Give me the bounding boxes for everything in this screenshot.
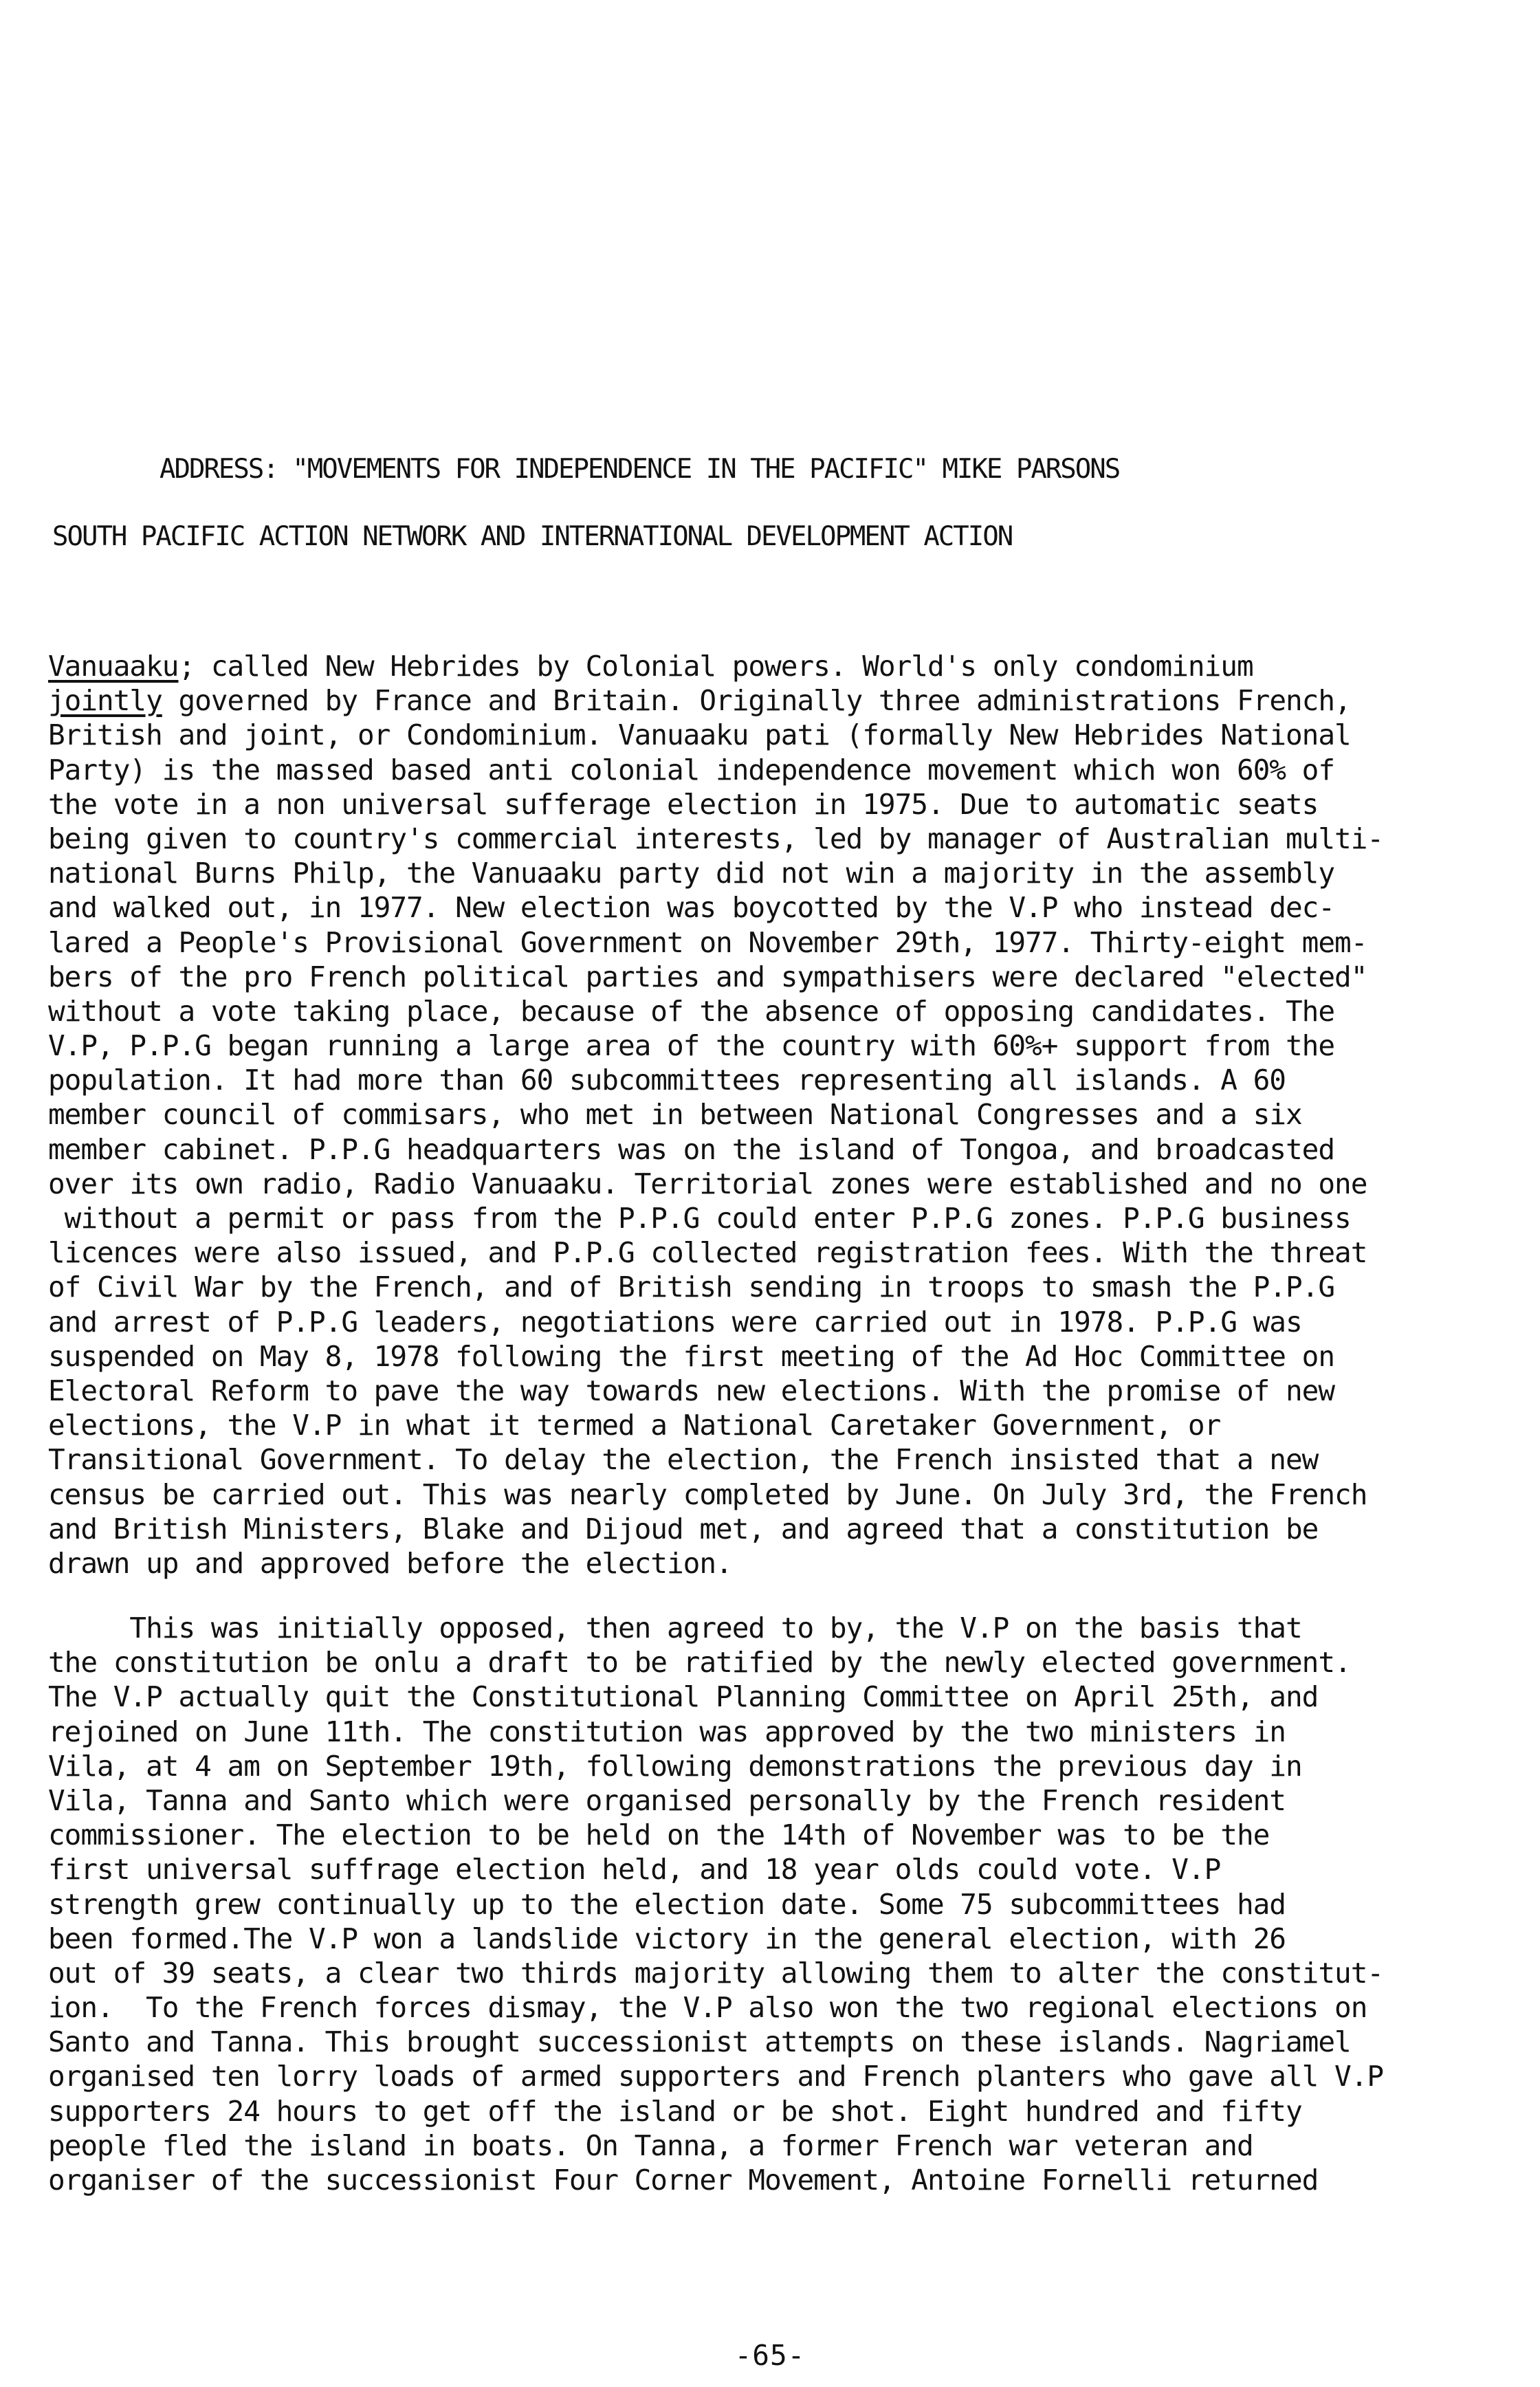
text-line: out of 39 seats, a clear two thirds majority allowing them to alter the constitut-	[48, 1956, 1384, 1990]
text-line: Transitional Government. To delay the election, the French insisted that a new	[48, 1443, 1319, 1477]
text-line: being given to country's commercial interests, led by manager of Australian multi-	[48, 822, 1384, 855]
paragraph-2	[48, 1611, 1485, 2197]
text-span: ; called New Hebrides by Colonial powers. World's only condominium	[178, 650, 1253, 683]
text-line: drawn up and approved before the election.	[48, 1546, 732, 1580]
text-line: census be carried out. This was nearly completed by June. On July 3rd, the French	[48, 1477, 1367, 1511]
text-line: over its own radio, Radio Vanuaaku. Territorial zones were established and no one	[48, 1167, 1367, 1200]
text-line: Santo and Tanna. This brought successionist attempts on these islands. Nagriamel	[48, 2025, 1351, 2059]
text-line: the constitution be onlu a draft to be ratified by the newly elected government.	[48, 1646, 1351, 1680]
text-line: and walked out, in 1977. New election was boycotted by the V.P who instead dec-	[48, 891, 1335, 925]
underlined-word: Vanuaaku	[48, 650, 179, 683]
text-line: member cabinet. P.P.G headquarters was on the island of Tongoa, and broadcasted	[48, 1132, 1335, 1166]
text-line: licences were also issued, and P.P.G collected registration fees. With the threat	[48, 1236, 1367, 1270]
text-line: bers of the pro French political parties and sympathisers were declared "elected"	[48, 960, 1367, 993]
text-line	[48, 649, 1485, 683]
text-line: This was initially opposed, then agreed to by, the V.P on the basis that	[48, 1612, 1302, 1644]
text-line: member council of commisars, who met in between National Congresses and a six	[48, 1098, 1302, 1132]
text-line: The V.P actually quit the Constitutional Planning Committee on April 25th, and	[48, 1680, 1319, 1714]
text-line: organised ten lorry loads of armed supporters and French planters who gave all V.P	[48, 2060, 1384, 2093]
text-line: commissioner. The election to be held on the 14th of November was to be the	[48, 1818, 1270, 1852]
text-line: and British Ministers, Blake and Dijoud met, and agreed that a constitution be	[48, 1512, 1319, 1546]
text-line: Party) is the massed based anti colonial independence movement which won 60% of	[48, 753, 1335, 786]
text-line: lared a People's Provisional Government on November 29th, 1977. Thirty-eight mem-	[48, 925, 1367, 959]
text-line: elections, the V.P in what it termed a National Caretaker Government, or	[48, 1409, 1221, 1442]
text-line: Electoral Reform to pave the way towards new elections. With the promise of new	[48, 1374, 1335, 1407]
organisation-line: SOUTH PACIFIC ACTION NETWORK AND INTERNATIONAL DEVELOPMENT ACTION	[52, 521, 1013, 552]
paragraph-1	[48, 649, 1485, 1581]
text-line: been formed.The V.P won a landslide victory in the general election, with 26	[48, 1922, 1286, 1955]
text-line: without a vote taking place, because of the absence of opposing candidates. The	[48, 994, 1335, 1028]
text-line: suspended on May 8, 1978 following the first meeting of the Ad Hoc Committee on	[48, 1339, 1335, 1373]
text-line: organiser of the successionist Four Corner Movement, Antoine Fornelli returned	[48, 2164, 1319, 2197]
text-line: the vote in a non universal sufferage election in 1975. Due to automatic seats	[48, 787, 1319, 821]
text-line: rejoined on June 11th. The constitution was approved by the two ministers in	[48, 1715, 1286, 1748]
text-line: British and joint, or Condominium. Vanuaaku pati (formally New Hebrides National	[48, 718, 1351, 752]
page-number: -65-	[734, 2339, 806, 2372]
text-line: people fled the island in boats. On Tanna, a former French war veteran and	[48, 2128, 1253, 2162]
text-line: ion. To the French forces dismay, the V.P also won the two regional elections on	[48, 1991, 1367, 2025]
text-line: of Civil War by the French, and of British sending in troops to smash the P.P.G	[48, 1270, 1335, 1304]
text-line: without a permit or pass from the P.P.G could enter P.P.G zones. P.P.G business	[48, 1202, 1351, 1235]
text-line: and arrest of P.P.G leaders, negotiations were carried out in 1978. P.P.G was	[48, 1305, 1302, 1339]
text-line: supporters 24 hours to get off the island or be shot. Eight hundred and fifty	[48, 2094, 1302, 2128]
underlined-word: jointly	[48, 684, 162, 718]
text-span: governed by France and Britain. Originally three administrations French,	[162, 684, 1351, 718]
text-line: population. It had more than 60 subcommittees representing all islands. A 60	[48, 1064, 1286, 1097]
text-line: national Burns Philp, the Vanuaaku party did not win a majority in the assembly	[48, 857, 1335, 890]
text-line: strength grew continually up to the election date. Some 75 subcommittees had	[48, 1887, 1286, 1921]
text-line: Vila, Tanna and Santo which were organised personally by the French resident	[48, 1783, 1286, 1817]
text-line	[48, 683, 1485, 718]
address-title: ADDRESS: "MOVEMENTS FOR INDEPENDENCE IN THE PACIFIC" MIKE PARSONS	[160, 454, 1120, 485]
text-line: V.P, P.P.G began running a large area of the country with 60%+ support from the	[48, 1029, 1335, 1063]
text-line: Vila, at 4 am on September 19th, following demonstrations the previous day in	[48, 1749, 1302, 1783]
text-line: first universal suffrage election held, and 18 year olds could vote. V.P	[48, 1853, 1221, 1886]
